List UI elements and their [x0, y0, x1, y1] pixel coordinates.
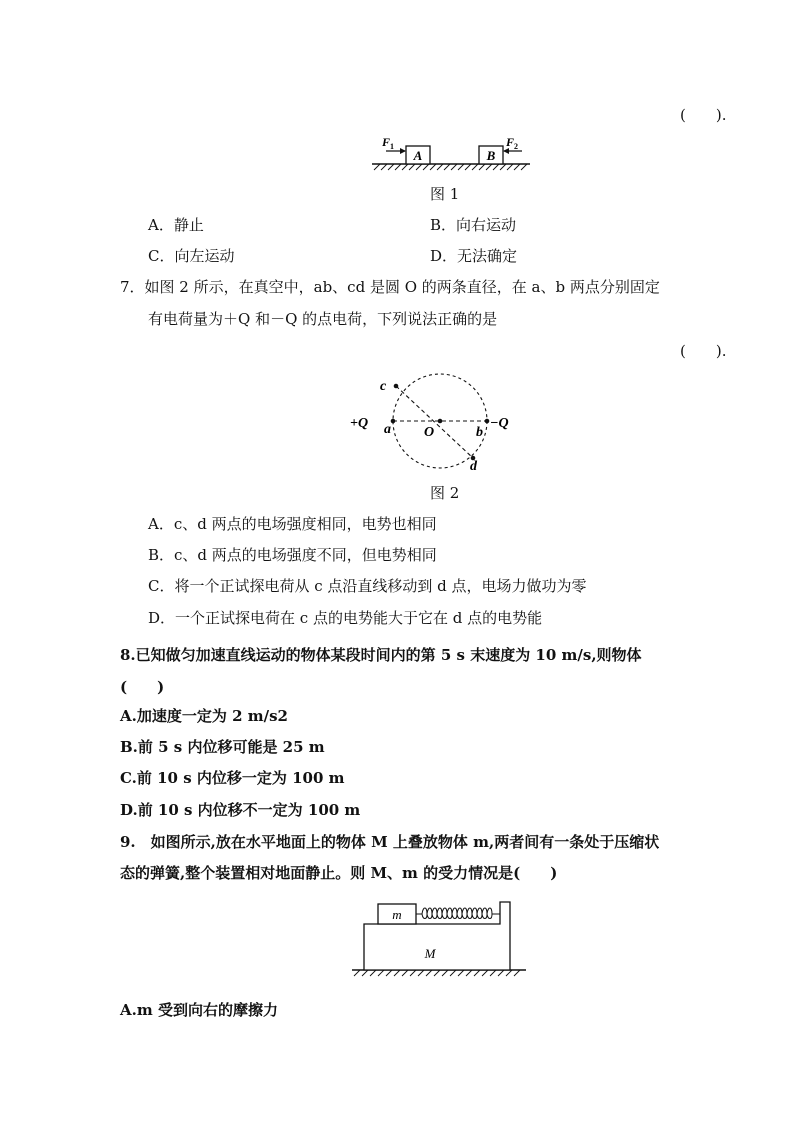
q6-option-d: D．无法确定: [430, 247, 518, 265]
q6-option-b: B．向右运动: [430, 216, 517, 234]
q8-option-c: C.前 10 s 内位移一定为 100 m: [120, 769, 345, 787]
q7-stem-line2: 有电荷量为＋Q 和－Q 的点电荷，下列说法正确的是: [148, 310, 498, 328]
q7-option-a: A．c、d 两点的电场强度相同，电势也相同: [148, 515, 437, 533]
block-big-m-label: M: [424, 946, 436, 961]
q8-option-d: D.前 10 s 内位移不一定为 100 m: [120, 801, 361, 819]
label-plus-q: +Q: [350, 416, 369, 431]
q8-option-b: B.前 5 s 内位移可能是 25 m: [120, 738, 325, 756]
label-b: b: [476, 425, 483, 440]
force-f2-subscript: 2: [514, 142, 518, 151]
figure-2-caption: 图 2: [430, 484, 460, 502]
force-f1-arrowhead: [400, 148, 406, 154]
label-a: a: [384, 422, 391, 437]
point-b: [485, 419, 490, 424]
figure-spring-blocks: [350, 898, 530, 978]
point-o: [438, 419, 443, 424]
label-c: c: [380, 379, 387, 394]
q6-option-c: C．向左运动: [148, 247, 235, 265]
point-c: [394, 384, 399, 389]
label-d: d: [470, 459, 477, 474]
ground-hatch: [374, 164, 527, 170]
label-minus-q: −Q: [490, 416, 509, 431]
q7-option-c: C．将一个正试探电荷从 c 点沿直线移动到 d 点，电场力做功为零: [148, 577, 587, 595]
block-small-m-label: m: [392, 907, 402, 922]
q7-option-b: B．c、d 两点的电场强度不同，但电势相同: [148, 546, 437, 564]
label-o: O: [424, 425, 435, 440]
q8-stem-line1: 8.已知做匀加速直线运动的物体某段时间内的第 5 s 末速度为 10 m/s,则物体: [120, 646, 642, 664]
figure-1-caption: 图 1: [430, 185, 460, 203]
force-f1-label: F: [382, 135, 391, 149]
q7-answer-parenthesis: ( ).: [680, 342, 727, 360]
q7-stem-line1: 7．如图 2 所示，在真空中，ab、cd 是圆 O 的两条直径，在 a、b 两点分别固定: [120, 278, 660, 296]
figure-1-blocks: [372, 136, 532, 172]
q9-stem-line2: 态的弹簧,整个装置相对地面静止。则 M、m 的受力情况是( ): [120, 864, 558, 882]
point-a: [391, 419, 396, 424]
q8-option-a: A.加速度一定为 2 m/s2: [120, 707, 288, 725]
q9-stem-line1: 9. 如图所示,放在水平地面上的物体 M 上叠放物体 m,两者间有一条处于压缩状: [120, 833, 660, 851]
q6-option-a: A．静止: [148, 216, 204, 234]
force-f2-label: F: [506, 135, 515, 149]
spring: [416, 908, 500, 919]
q7-option-d: D．一个正试探电荷在 c 点的电势能大于它在 d 点的电势能: [148, 609, 543, 627]
q9-option-a: A.m 受到向右的摩擦力: [120, 1001, 278, 1019]
block-b-label: B: [486, 148, 496, 163]
ground-hatch: [354, 970, 520, 976]
block-a-label: A: [413, 148, 423, 163]
q8-answer-parenthesis: ( ): [120, 678, 165, 696]
q6-answer-parenthesis: ( ).: [680, 106, 727, 124]
force-f1-subscript: 1: [390, 142, 394, 151]
figure-2-circle: [344, 372, 524, 472]
diameter-cd: [396, 386, 473, 458]
